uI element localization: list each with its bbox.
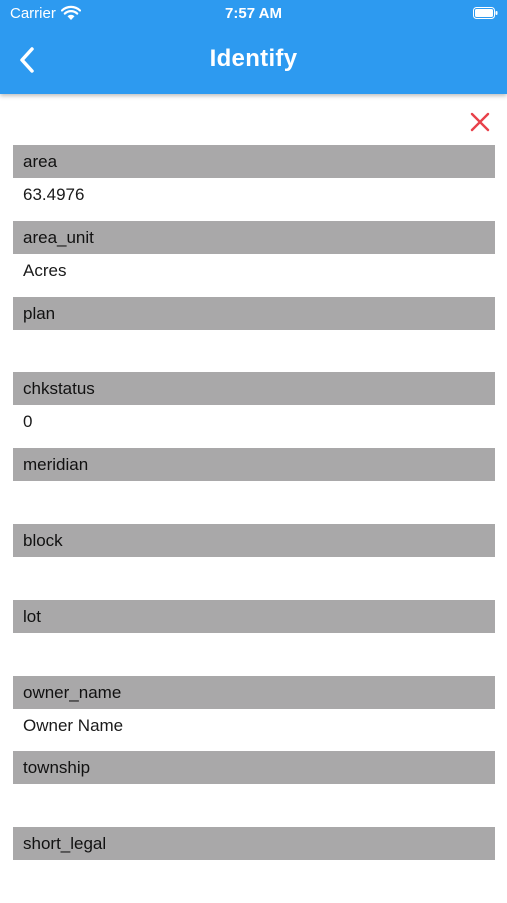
field-short-legal (13, 827, 495, 903)
field-label: plan (13, 297, 495, 330)
field-value (13, 784, 495, 818)
field-label: block (13, 524, 495, 557)
field-chkstatus (13, 372, 495, 448)
attribute-list (13, 145, 495, 903)
field-value: 0 (23, 412, 33, 432)
field-lot (13, 600, 495, 676)
field-label: short_legal (13, 827, 495, 860)
field-value: Owner Name (23, 715, 124, 735)
carrier-label: Carrier (10, 5, 56, 22)
field-area (13, 145, 495, 221)
field-label: township (13, 751, 495, 784)
field-value: Acres (23, 260, 67, 280)
field-meridian (13, 448, 495, 524)
field-label: area_unit (13, 221, 495, 254)
field-value (13, 330, 495, 364)
page-title: Identify (209, 45, 298, 72)
field-value (13, 557, 495, 591)
close-icon[interactable] (468, 110, 492, 134)
field-plan (13, 297, 495, 373)
field-value (13, 633, 495, 667)
battery-icon (473, 7, 498, 19)
status-bar (0, 0, 507, 28)
field-area-unit (13, 221, 495, 297)
field-value (13, 481, 495, 515)
status-time: 7:57 AM (225, 5, 282, 22)
app-header (0, 0, 507, 94)
field-township (13, 751, 495, 827)
field-block (13, 524, 495, 600)
field-label: owner_name (13, 676, 495, 709)
field-label: lot (13, 600, 495, 633)
nav-bar (0, 28, 507, 94)
field-label: chkstatus (13, 372, 495, 405)
field-label: meridian (13, 448, 495, 481)
field-value: 63.4976 (23, 185, 85, 204)
field-value (13, 860, 495, 894)
field-owner-name (13, 676, 495, 752)
field-label: area (13, 145, 495, 178)
